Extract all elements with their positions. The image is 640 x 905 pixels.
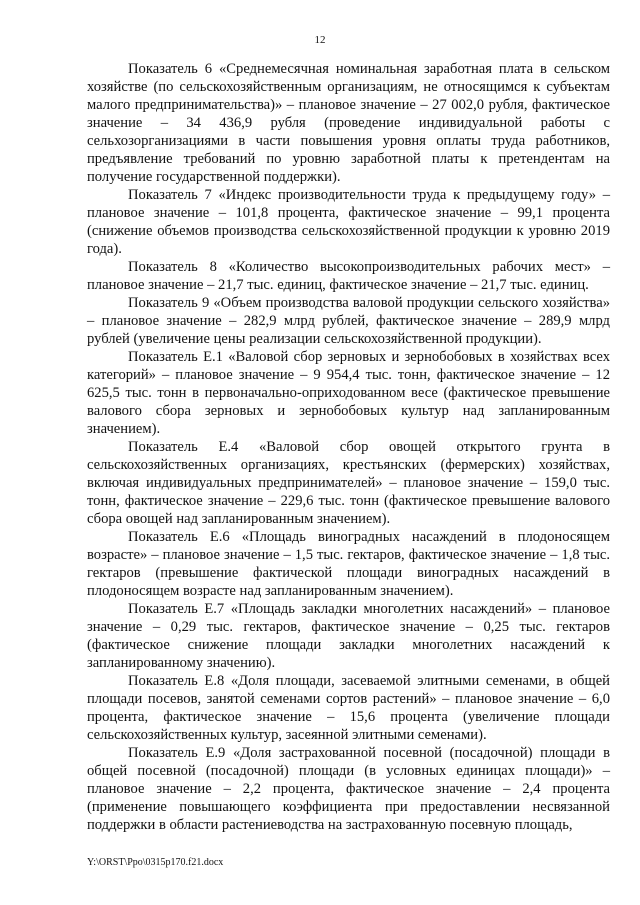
paragraph-indicator-e4: Показатель Е.4 «Валовой сбор овощей открытого грунта в сельскохозяйственных организациях, крестьянских (фермерских) хозяйствах, включая индивидуальных предпринимателей» – плановое значение – 159,0 тыс. тонн, фактическое значение – 229,6 тыс. тонн (фактическое превышение валового сбора овощей над запланированным значением). (87, 439, 610, 527)
paragraph-indicator-e7: Показатель Е.7 «Площадь закладки многолетних насаждений» – плановое значение – 0,29 тыс. гектаров, фактическое значение – 0,25 тыс. гектаров (фактическое снижение площади закладки многолетних насаждений к запланированному значению). (87, 601, 610, 671)
paragraph-indicator-6: Показатель 6 «Среднемесячная номинальная заработная плата в сельском хозяйстве (по сельскохозяйственным организациям, не относящимся к субъектам малого предпринимательства)» – плановое значение – 27 002,0 рубля, фактическое значение – 34 436,9 рубля (проведение индивидуальной работы с сельхозорганизациями в части повышения уровня оплаты труда работников, предъявление требований по уровню заработной платы к претендентам на получение государственной поддержки). (87, 61, 610, 185)
paragraph-indicator-8: Показатель 8 «Количество высокопроизводительных рабочих мест» – плановое значение – 21,7 тыс. единиц, фактическое значение – 21,7 тыс. единиц. (87, 259, 610, 293)
paragraph-indicator-e8: Показатель Е.8 «Доля площади, засеваемой элитными семенами, в общей площади посевов, занятой семенами сортов растений» – плановое значение – 6,0 процента, фактическое значение – 15,6 процента (увеличение площади сельскохозяйственных культур, засеянной элитными семенами). (87, 673, 610, 743)
footer-file-path: Y:\ORST\Ppo\0315p170.f21.docx (87, 857, 224, 868)
page-number: 12 (314, 34, 326, 46)
document-body (87, 60, 610, 834)
paragraph-indicator-9: Показатель 9 «Объем производства валовой продукции сельского хозяйства» – плановое значение – 282,9 млрд рублей, фактическое значение – 289,9 млрд рублей (увеличение цены реализации сельскохозяйственной продукции). (87, 295, 610, 347)
paragraph-indicator-e6: Показатель Е.6 «Площадь виноградных насаждений в плодоносящем возрасте» – плановое значение – 1,5 тыс. гектаров, фактическое значение – 1,8 тыс. гектаров (превышение фактической площади виноградных насаждений в плодоносящем возрасте над запланированным значением). (87, 529, 610, 599)
paragraph-indicator-e1: Показатель Е.1 «Валовой сбор зерновых и зернобобовых в хозяйствах всех категорий» – плановое значение – 9 954,4 тыс. тонн, фактическое значение – 12 625,5 тыс. тонн в первоначально-оприходованном весе (фактическое превышение валового сбора зерновых и зернобобовых культур над запланированным значением). (87, 349, 610, 437)
paragraph-indicator-7: Показатель 7 «Индекс производительности труда к предыдущему году» – плановое значение – 101,8 процента, фактическое значение – 99,1 процента (снижение объемов производства сельскохозяйственной продукции к уровню 2019 года). (87, 187, 610, 257)
paragraph-indicator-e9: Показатель Е.9 «Доля застрахованной посевной (посадочной) площади в общей посевной (посадочной) площади (в условных единицах площади)» – плановое значение – 2,2 процента, фактическое значение – 2,4 процента (применение повышающего коэффициента при предоставлении несвязанной поддержки в области растениеводства на застрахованную посевную площадь, (87, 745, 610, 833)
